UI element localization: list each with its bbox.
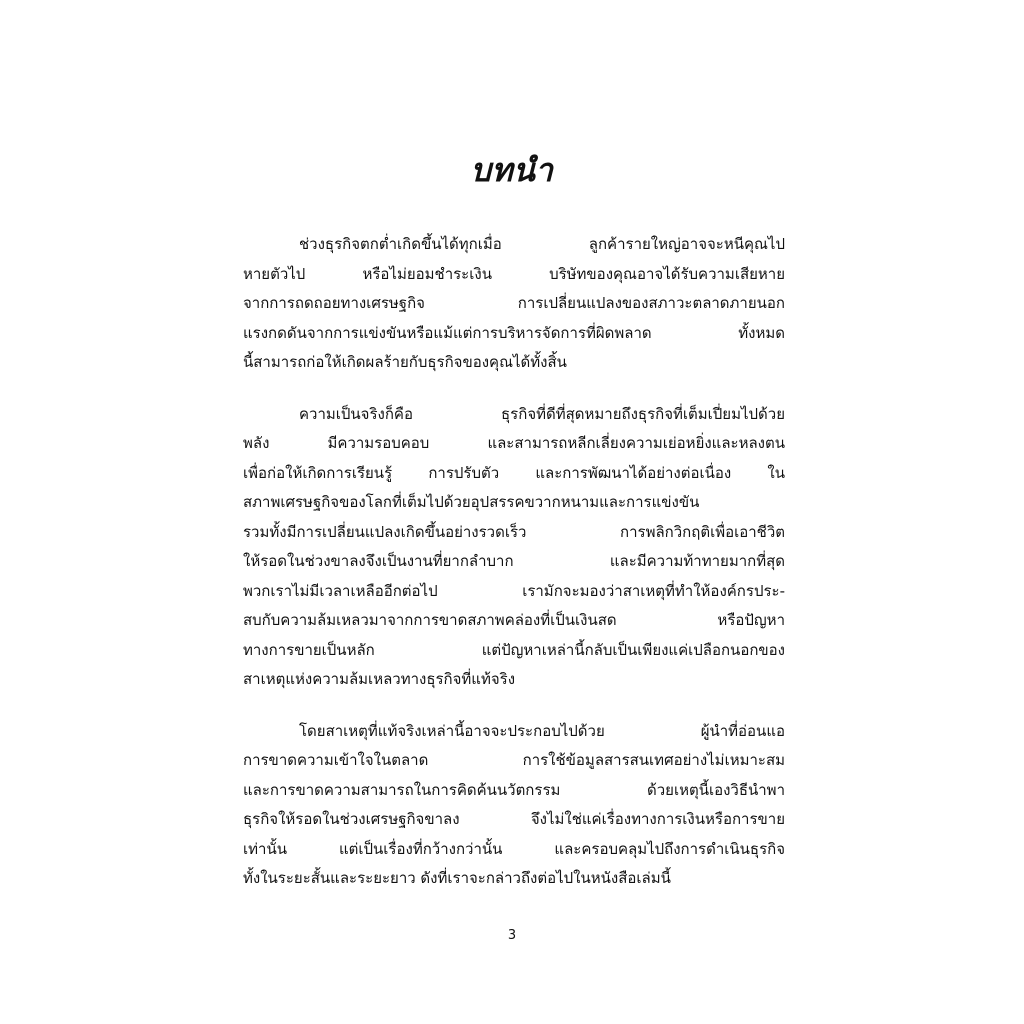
paragraph-2 xyxy=(243,400,785,695)
text-line: เท่านั้น แต่เป็นเรื่องที่กว้างกว่านั้น และครอบคลุมไปถึงการดำเนินธุรกิจ xyxy=(243,839,785,858)
text-line: ทั้งในระยะสั้นและระยะยาว ดังที่เราจะกล่าวถึงต่อไปในหนังสือเล่มนี้ xyxy=(243,869,671,887)
text-line: การขาดความเข้าใจในตลาด การใช้ข้อมูลสารสนเทศอย่างไม่เหมาะสม xyxy=(243,751,785,769)
text-line: พลัง มีความรอบคอบ และสามารถหลีกเลี่ยงความเย่อหยิ่งและหลงตน xyxy=(243,434,785,452)
text-line: สาเหตุแห่งความล้มเหลวทางธุรกิจที่แท้จริง xyxy=(243,670,516,688)
text-line: ธุรกิจให้รอดในช่วงเศรษฐกิจขาลง จึงไม่ใช่แค่เรื่องทางการเงินหรือการขาย xyxy=(243,810,785,828)
text-line: เพื่อก่อให้เกิดการเรียนรู้ การปรับตัว และการพัฒนาได้อย่างต่อเนื่อง ใน xyxy=(243,463,785,482)
text-line: ให้รอดในช่วงขาลงจึงเป็นงานที่ยากลำบาก และมีความท้าทายมากที่สุด xyxy=(243,552,785,570)
paragraph-3 xyxy=(243,717,785,894)
text-line: และการขาดความสามารถในการคิดค้นนวัตกรรม ด้วยเหตุนี้เองวิธีนำพา xyxy=(243,780,785,799)
text-line: ช่วงธุรกิจตกต่ำเกิดขึ้นได้ทุกเมื่อ ลูกค้ารายใหญ่อาจจะหนีคุณไป xyxy=(299,235,785,253)
text-line: พวกเราไม่มีเวลาเหลืออีกต่อไป เรามักจะมองว่าสาเหตุที่ทำให้องค์กรประ- xyxy=(243,581,785,600)
text-line: สบกับความล้มเหลวมาจากการขาดสภาพคล่องที่เป็นเงินสด หรือปัญหา xyxy=(243,611,785,629)
text-line: แรงกดดันจากการแข่งขันหรือแม้แต่การบริหารจัดการที่ผิดพลาด ทั้งหมด xyxy=(243,323,785,342)
paragraph-1 xyxy=(243,230,785,378)
text-line: ความเป็นจริงก็คือ ธุรกิจที่ดีที่สุดหมายถึงธุรกิจที่เต็มเปี่ยมไปด้วย xyxy=(299,404,785,423)
chapter-title: บทนำ xyxy=(470,151,554,189)
text-line: ทางการขายเป็นหลัก แต่ปัญหาเหล่านี้กลับเป็นเพียงแค่เปลือกนอกของ xyxy=(243,640,785,659)
text-line: สภาพเศรษฐกิจของโลกที่เต็มไปด้วยอุปสรรคขวากหนามและการแข่งขัน xyxy=(243,493,700,511)
body-text xyxy=(243,230,785,916)
page-number: 3 xyxy=(507,928,517,943)
text-line: โดยสาเหตุที่แท้จริงเหล่านี้อาจจะประกอบไปด้วย ผู้นำที่อ่อนแอ xyxy=(299,721,785,740)
text-line: จากการถดถอยทางเศรษฐกิจ การเปลี่ยนแปลงของสภาวะตลาดภายนอก xyxy=(243,294,785,312)
text-line: นี้สามารถก่อให้เกิดผลร้ายกับธุรกิจของคุณได้ทั้งสิ้น xyxy=(243,353,567,371)
text-line: รวมทั้งมีการเปลี่ยนแปลงเกิดขึ้นอย่างรวดเร็ว การพลิกวิกฤติเพื่อเอาชีวิต xyxy=(243,522,785,541)
text-line: หายตัวไป หรือไม่ยอมชำระเงิน บริษัทของคุณอาจได้รับความเสียหาย xyxy=(243,264,785,283)
